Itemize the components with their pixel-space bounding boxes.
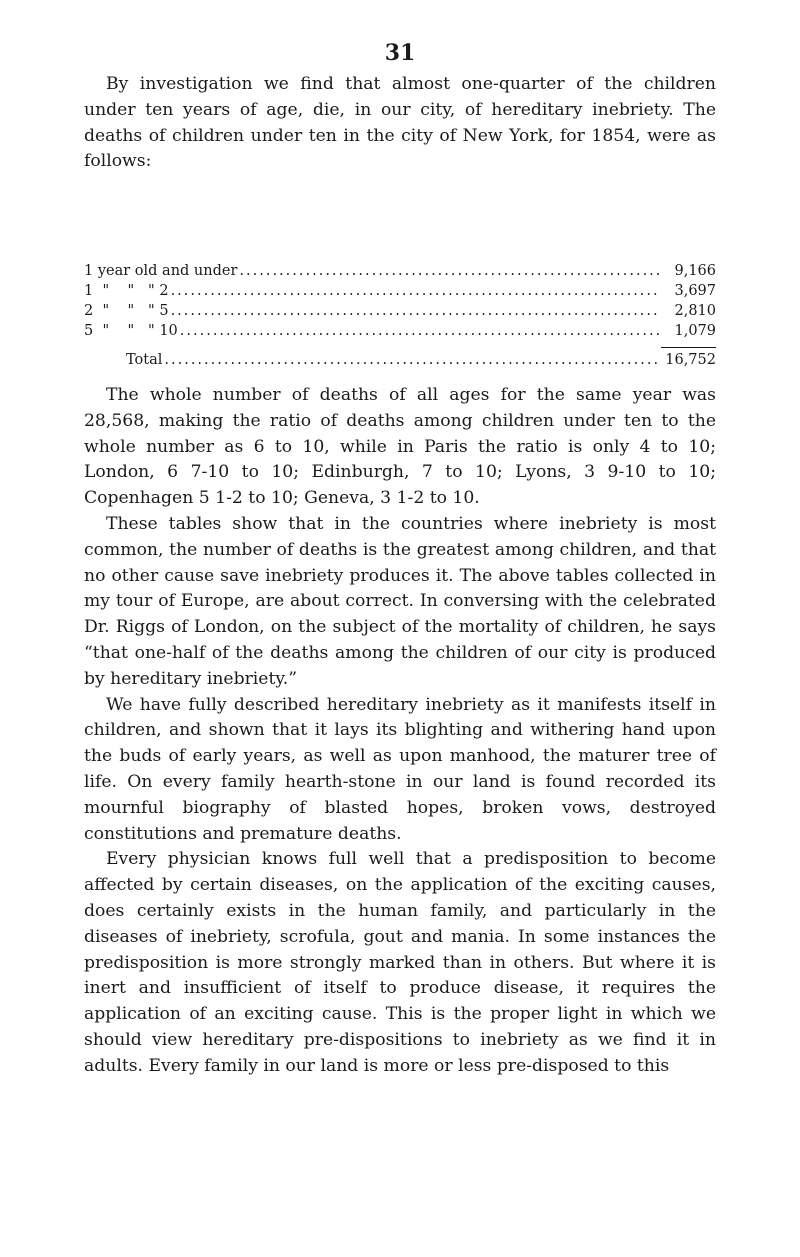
- stat-row: [84, 321, 716, 341]
- stat-row: [84, 301, 716, 321]
- body-text: [84, 383, 716, 1080]
- page-number: 31: [384, 40, 416, 66]
- intro-paragraph: [84, 72, 716, 175]
- stat-value: 3,697: [674, 283, 716, 299]
- stat-label: 2 " " " 5: [84, 303, 169, 319]
- stat-row: [84, 261, 716, 281]
- stat-label: 1 " " " 2: [84, 283, 169, 299]
- paragraph: The whole number of deaths of all ages for the same year was 28,568, making the ratio of deaths among children under ten to the whole number as 6 to 10, while in Paris the ratio is only 4 to 10; London, 6 7-10 to 10; Edinburgh, 7 to 10; Lyons, 3 9-10 to 10; Copenhagen 5 1-2 to 10; Geneva, 3 1-2 to 10.: [84, 385, 716, 509]
- deaths-table: [84, 261, 716, 370]
- stat-value: 9,166: [674, 263, 716, 279]
- total-label: Total: [126, 352, 163, 368]
- stat-label: 5 " " " 10: [84, 323, 178, 339]
- total-rule: [661, 347, 716, 348]
- stat-row: [84, 281, 716, 301]
- stat-label: 1 year old and under: [84, 263, 238, 279]
- stat-value: 1,079: [674, 323, 716, 339]
- stat-value: 2,810: [674, 303, 716, 319]
- paragraph: We have fully described hereditary inebriety as it manifests itself in children, and shown that it lays its blighting and withering hand upon the buds of early years, as well as upon manhood, the maturer tree of life. On every family hearth-stone in our land is found recorded its mournful biography of blasted hopes, broken vows, destroyed constitutions and premature deaths.: [84, 694, 716, 844]
- paragraph: These tables show that in the countries where inebriety is most common, the number of deaths is the greatest among children, and that no other cause save inebriety produces it. The above tables collected in my tour of Europe, are about correct. In conversing with the celebrated Dr. Riggs of London, on the subject of the mortality of children, he says “that one-half of the deaths among the children of our city is produced by hereditary inebriety.”: [84, 513, 716, 689]
- paragraph: Every physician knows full well that a predisposition to become affected by certain diseases, on the application of the exciting causes, does certainly exists in the human family, and particularly in the diseases of inebriety, scrofula, gout and mania. In some instances the predisposition is more strongly marked than in others. But where it is inert and insufficient of itself to produce disease, it requires the application of an exciting cause. This is the proper light in which we should view hereditary pre-dispositions to inebriety as we find it in adults. Every family in our land is more or less pre-disposed to this: [84, 849, 716, 1076]
- total-row: [84, 350, 716, 370]
- total-value: 16,752: [665, 352, 716, 368]
- intro-text: By investigation we find that almost one-quarter of the children under ten years of age, die, in our city, of hereditary inebriety. The deaths of children under ten in the city of New York, for 1854, were as follows:: [84, 74, 716, 172]
